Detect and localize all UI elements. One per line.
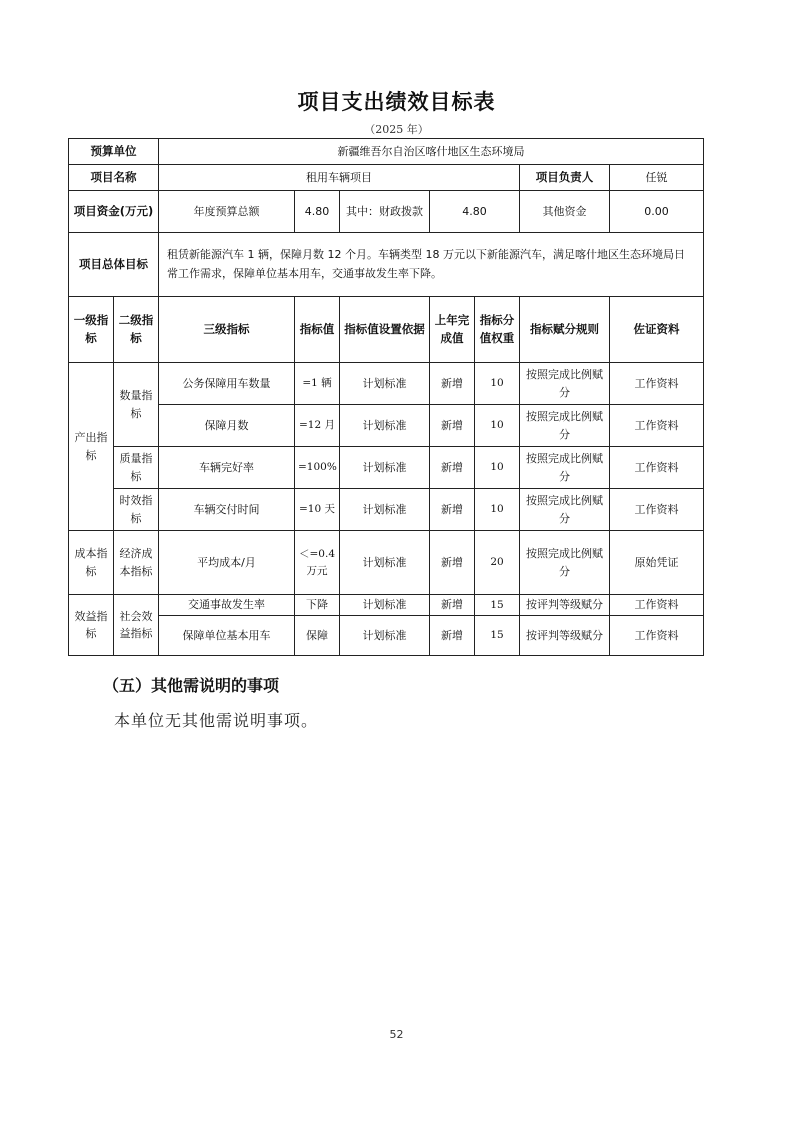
other-label: 其他资金 xyxy=(520,191,610,233)
indicator-evidence: 工作资料 xyxy=(610,595,704,616)
indicator-evidence: 工作资料 xyxy=(610,447,704,489)
indicator-rule: 按评判等级赋分 xyxy=(520,595,610,616)
header-level3: 三级指标 xyxy=(159,297,295,363)
unit-row xyxy=(69,139,704,165)
unit-label: 预算单位 xyxy=(69,139,159,165)
fiscal-value: 4.80 xyxy=(430,191,520,233)
header-basis: 指标值设置依据 xyxy=(340,297,430,363)
indicator-rule: 按照完成比例赋分 xyxy=(520,363,610,405)
indicator-weight: 10 xyxy=(475,489,520,531)
indicator-weight: 10 xyxy=(475,405,520,447)
indicator-basis: 计划标准 xyxy=(340,405,430,447)
indicator-last: 新增 xyxy=(430,489,475,531)
indicator-rule: 按评判等级赋分 xyxy=(520,616,610,656)
goal-row xyxy=(69,233,704,297)
header-row xyxy=(69,297,704,363)
indicator-value: =100% xyxy=(295,447,340,489)
indicator-name: 保障月数 xyxy=(159,405,295,447)
indicator-name: 公务保障用车数量 xyxy=(159,363,295,405)
indicator-evidence: 工作资料 xyxy=(610,405,704,447)
indicator-last: 新增 xyxy=(430,616,475,656)
indicator-weight: 10 xyxy=(475,363,520,405)
indicator-name: 保障单位基本用车 xyxy=(159,616,295,656)
table-row xyxy=(69,405,704,447)
header-level2: 二级指标 xyxy=(114,297,159,363)
group-quantity: 数量指标 xyxy=(114,363,159,447)
goal-label: 项目总体目标 xyxy=(69,233,159,297)
indicator-last: 新增 xyxy=(430,405,475,447)
indicator-name: 车辆完好率 xyxy=(159,447,295,489)
unit-value: 新疆维吾尔自治区喀什地区生态环境局 xyxy=(159,139,704,165)
group-benefit: 效益指标 xyxy=(69,595,114,656)
other-value: 0.00 xyxy=(610,191,704,233)
table-row xyxy=(69,363,704,405)
indicator-weight: 20 xyxy=(475,531,520,595)
indicator-name: 交通事故发生率 xyxy=(159,595,295,616)
indicator-value: =1 辆 xyxy=(295,363,340,405)
leader-value: 任锐 xyxy=(610,165,704,191)
indicator-basis: 计划标准 xyxy=(340,531,430,595)
leader-label: 项目负责人 xyxy=(520,165,610,191)
header-level1: 一级指标 xyxy=(69,297,114,363)
table-row xyxy=(69,595,704,616)
fund-label: 项目资金(万元) xyxy=(69,191,159,233)
indicator-evidence: 工作资料 xyxy=(610,616,704,656)
performance-table xyxy=(68,138,704,656)
indicator-last: 新增 xyxy=(430,595,475,616)
page-number: 52 xyxy=(389,1028,404,1041)
goal-value: 租赁新能源汽车 1 辆，保障月数 12 个月。车辆类型 18 万元以下新能源汽车，满足喀什地区生态环境局日常工作需求，保障单位基本用车，交通事故发生率下降。 xyxy=(159,233,704,297)
project-label: 项目名称 xyxy=(69,165,159,191)
section-text: 本单位无其他需说明事项。 xyxy=(114,711,319,730)
table-row xyxy=(69,531,704,595)
indicator-weight: 15 xyxy=(475,616,520,656)
table-row xyxy=(69,616,704,656)
indicator-basis: 计划标准 xyxy=(340,489,430,531)
year-label: （2025 年） xyxy=(364,123,429,136)
indicator-basis: 计划标准 xyxy=(340,447,430,489)
indicator-rule: 按照完成比例赋分 xyxy=(520,531,610,595)
indicator-last: 新增 xyxy=(430,447,475,489)
group-quality: 质量指标 xyxy=(114,447,159,489)
indicator-name: 平均成本/月 xyxy=(159,531,295,595)
header-evidence: 佐证资料 xyxy=(610,297,704,363)
group-cost: 成本指标 xyxy=(69,531,114,595)
fund-row xyxy=(69,191,704,233)
indicator-rule: 按照完成比例赋分 xyxy=(520,405,610,447)
header-last-year: 上年完成值 xyxy=(430,297,475,363)
table-row xyxy=(69,447,704,489)
indicator-weight: 10 xyxy=(475,447,520,489)
indicator-value: ＜=0.4 万元 xyxy=(295,531,340,595)
indicator-basis: 计划标准 xyxy=(340,616,430,656)
group-economic: 经济成本指标 xyxy=(114,531,159,595)
header-weight: 指标分值权重 xyxy=(475,297,520,363)
indicator-last: 新增 xyxy=(430,531,475,595)
indicator-weight: 15 xyxy=(475,595,520,616)
indicator-basis: 计划标准 xyxy=(340,363,430,405)
header-value: 指标值 xyxy=(295,297,340,363)
indicator-rule: 按照完成比例赋分 xyxy=(520,489,610,531)
annual-label: 年度预算总额 xyxy=(159,191,295,233)
annual-value: 4.80 xyxy=(295,191,340,233)
indicator-evidence: 工作资料 xyxy=(610,489,704,531)
indicator-evidence: 工作资料 xyxy=(610,363,704,405)
project-value: 租用车辆项目 xyxy=(159,165,520,191)
group-social: 社会效益指标 xyxy=(114,595,159,656)
header-rule: 指标赋分规则 xyxy=(520,297,610,363)
group-output: 产出指标 xyxy=(69,363,114,531)
indicator-name: 车辆交付时间 xyxy=(159,489,295,531)
section-heading: （五）其他需说明的事项 xyxy=(103,676,280,695)
indicator-value: =10 天 xyxy=(295,489,340,531)
fiscal-label: 其中：财政拨款 xyxy=(340,191,430,233)
indicator-basis: 计划标准 xyxy=(340,595,430,616)
project-row xyxy=(69,165,704,191)
indicator-value: 保障 xyxy=(295,616,340,656)
group-time: 时效指标 xyxy=(114,489,159,531)
indicator-evidence: 原始凭证 xyxy=(610,531,704,595)
table-row xyxy=(69,489,704,531)
indicator-value: =12 月 xyxy=(295,405,340,447)
indicator-last: 新增 xyxy=(430,363,475,405)
indicator-value: 下降 xyxy=(295,595,340,616)
indicator-rule: 按照完成比例赋分 xyxy=(520,447,610,489)
page-title: 项目支出绩效目标表 xyxy=(297,90,496,114)
